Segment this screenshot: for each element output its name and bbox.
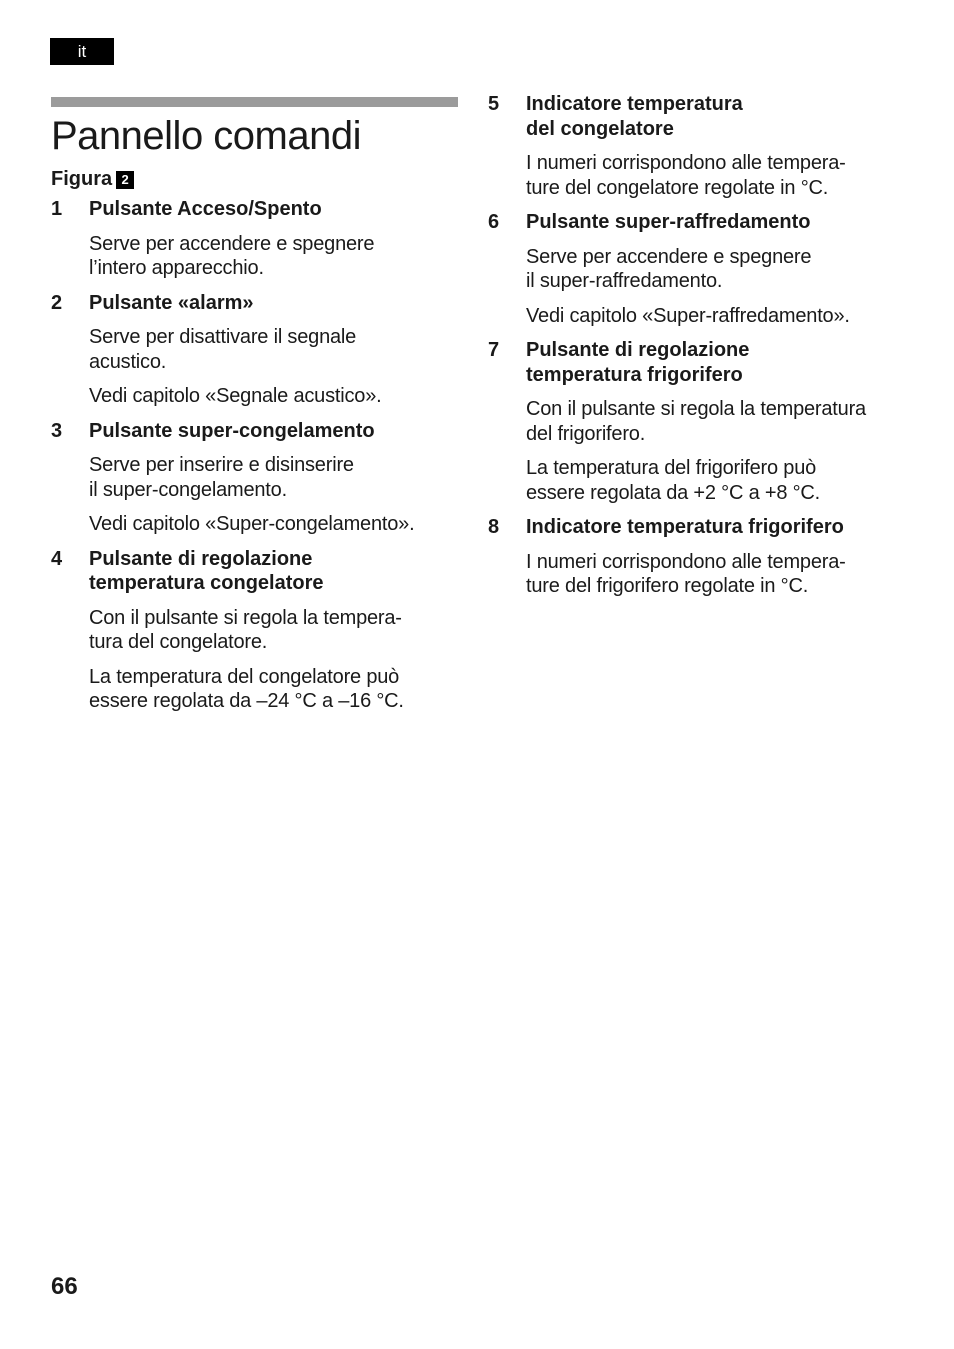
item-heading <box>51 419 471 444</box>
item-heading <box>51 547 471 596</box>
legend-item <box>51 419 471 537</box>
legend-item <box>488 210 908 328</box>
item-title: Pulsante di regolazione temperatura frigorifero <box>526 339 750 386</box>
item-title: Indicatore temperatura del congelatore <box>526 93 743 140</box>
item-title: Pulsante «alarm» <box>89 291 254 314</box>
item-title: Pulsante Acceso/Spento <box>89 198 322 220</box>
language-tab: it <box>50 38 114 65</box>
right-column <box>488 92 908 609</box>
item-description: Serve per accendere e spegnere il super-raffredamento. <box>526 245 812 292</box>
item-description: Con il pulsante si regola la temperatura del frigorifero. <box>526 398 866 445</box>
item-heading <box>51 197 471 222</box>
item-description: I numeri corrispondono alle tempera- ture del congelatore regolate in °C. <box>526 152 846 199</box>
legend-item <box>51 197 471 281</box>
item-description: Vedi capitolo «Super-raffredamento». <box>526 304 850 327</box>
item-description: Serve per accendere e spegnere l’intero apparecchio. <box>89 232 375 279</box>
item-number: 6 <box>488 211 500 233</box>
item-description: Serve per disattivare il segnale acustico. <box>89 326 357 373</box>
item-description: Serve per inserire e disinserire il super-congelamento. <box>89 454 354 501</box>
figure-label: Figura <box>51 168 113 190</box>
item-description: Con il pulsante si regola la tempera- tura del congelatore. <box>89 606 402 653</box>
item-title: Pulsante super-raffredamento <box>526 211 811 233</box>
item-number: 3 <box>51 419 63 442</box>
legend-item <box>488 92 908 200</box>
item-title: Indicatore temperatura frigorifero <box>526 516 844 538</box>
item-title: Pulsante di regolazione temperatura congelatore <box>89 547 324 594</box>
legend-item <box>488 515 908 599</box>
item-number: 1 <box>51 198 63 220</box>
page-number: 66 <box>51 1273 78 1300</box>
legend-item <box>51 547 471 714</box>
right-item-list <box>488 92 908 599</box>
item-number: 7 <box>488 339 500 361</box>
item-title: Pulsante super-congelamento <box>89 419 375 442</box>
left-item-list <box>51 197 471 714</box>
figure-number-badge: 2 <box>116 171 134 189</box>
item-description: Vedi capitolo «Super-congelamento». <box>89 513 415 535</box>
item-description: La temperatura del congelatore può essere regolata da –24 °C a –16 °C. <box>89 665 404 712</box>
page-title: Pannello comandi <box>51 114 361 158</box>
item-heading <box>488 210 908 235</box>
item-number: 4 <box>51 547 63 570</box>
item-number: 8 <box>488 516 500 538</box>
section-rule <box>51 97 458 107</box>
figure-reference <box>51 166 471 192</box>
item-heading <box>51 291 471 316</box>
item-description: I numeri corrispondono alle tempera- ture del frigorifero regolate in °C. <box>526 550 846 597</box>
item-description: Vedi capitolo «Segnale acustico». <box>89 385 382 407</box>
item-number: 2 <box>51 291 63 314</box>
item-heading <box>488 515 908 540</box>
item-number: 5 <box>488 93 500 115</box>
legend-item <box>488 338 908 505</box>
item-description: La temperatura del frigorifero può essere regolata da +2 °C a +8 °C. <box>526 457 821 504</box>
item-heading <box>488 92 908 141</box>
legend-item <box>51 291 471 409</box>
item-heading <box>488 338 908 387</box>
left-column <box>51 166 471 724</box>
